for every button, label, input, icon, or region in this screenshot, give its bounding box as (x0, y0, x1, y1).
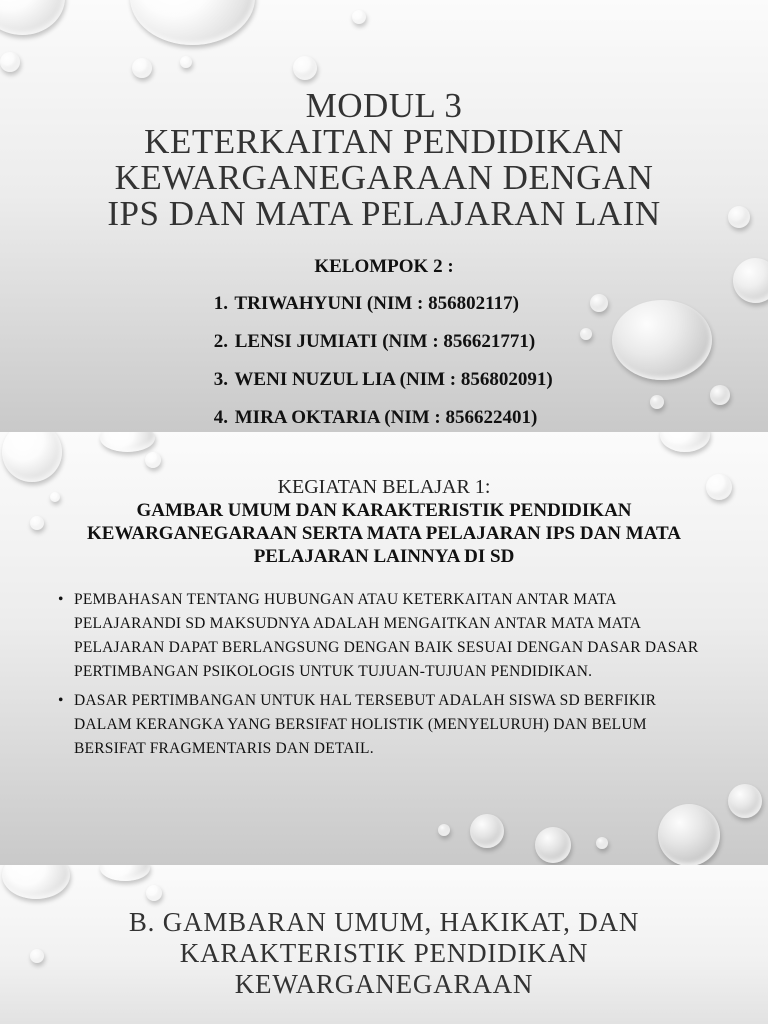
list-item: • DASAR PERTIMBANGAN UNTUK HAL TERSEBUT ADALAH SISWA SD BERFIKIR DALAM KERANGKA YANG BERSIFAT HOLISTIK (MENYELURUH) DAN BELUM BERSIFAT FRAGMENTARIS DAN DETAIL. (58, 689, 708, 761)
water-drop-decoration (100, 432, 155, 452)
title-line: IPS DAN MATA PELAJARAN LAIN (107, 194, 661, 233)
title-line: B. GAMBARAN UMUM, HAKIKAT, DAN (128, 907, 640, 937)
slide-1-title (0, 88, 768, 232)
water-drop-decoration (470, 814, 504, 848)
water-drop-decoration (180, 56, 192, 68)
water-drop-decoration (293, 56, 317, 80)
slide-3-title (0, 907, 768, 1000)
water-drop-decoration (30, 516, 44, 530)
member-list (196, 292, 553, 432)
list-item (196, 406, 553, 432)
member-name: TRIWAHYUNI (NIM : 856802117) (234, 293, 519, 314)
title-line: KARAKTERISTIK PENDIDIKAN (179, 938, 589, 968)
water-drop-decoration (438, 824, 450, 836)
bullet-list (58, 588, 708, 766)
water-drop-decoration (580, 328, 592, 340)
member-name: WENI NUZUL LIA (NIM : 856802091) (234, 369, 553, 390)
water-drop-decoration (660, 432, 710, 452)
water-drop-decoration (590, 294, 608, 312)
title-line: MODUL 3 (305, 86, 463, 125)
water-drop-decoration (2, 865, 70, 899)
list-item: • PEMBAHASAN TENTANG HUBUNGAN ATAU KETERKAITAN ANTAR MATA PELAJARANDI SD MAKSUDNYA ADALAH MENGAITKAN ANTAR MATA MATA PELAJARAN DAPAT BERLANGSUNG DENGAN BAIK SESUAI DENGAN DASAR DASAR PERTIMBANGAN PSIKOLOGIS UNTUK TUJUAN-TUJUAN PENDIDIKAN. (58, 588, 708, 684)
member-name: LENSI JUMIATI (NIM : 856621771) (234, 331, 536, 352)
list-item (196, 368, 553, 406)
list-number: 4. (213, 407, 228, 428)
water-drop-decoration (0, 0, 65, 35)
water-drop-decoration (352, 10, 366, 24)
group-label: KELOMPOK 2 : (314, 256, 454, 277)
water-drop-decoration (132, 58, 152, 78)
water-drop-decoration (650, 395, 664, 409)
list-number: 3. (213, 369, 228, 390)
water-drop-decoration (0, 52, 20, 72)
water-drop-decoration (728, 784, 762, 818)
slide-2-subtitle: GAMBAR UMUM DAN KARAKTERISTIK PENDIDIKAN KEWARGANEGARAAN SERTA MATA PELAJARAN IPS DAN MATA PELAJARAN LAINNYA DI SD (87, 500, 681, 567)
list-item (196, 330, 553, 368)
list-number: 1. (213, 293, 228, 314)
water-drop-decoration (145, 452, 161, 468)
member-name: MIRA OKTARIA (NIM : 856622401) (234, 407, 538, 428)
title-line: KETERKAITAN PENDIDIKAN (144, 122, 624, 161)
water-drop-decoration (710, 385, 730, 405)
slide-2 (0, 432, 768, 865)
water-drop-decoration (130, 0, 255, 45)
title-line: KEWARGANEGARAAN (234, 969, 534, 999)
slide-3 (0, 865, 768, 1024)
water-drop-decoration (658, 804, 720, 865)
title-line: KEWARGANEGARAAN DENGAN (114, 158, 654, 197)
water-drop-decoration (2, 432, 62, 482)
water-drop-decoration (100, 865, 150, 881)
list-number: 2. (213, 331, 228, 352)
slide-2-title: KEGIATAN BELAJAR 1: (277, 476, 491, 498)
water-drop-decoration (612, 300, 712, 380)
water-drop-decoration (146, 885, 162, 901)
list-item (196, 292, 553, 330)
water-drop-decoration (535, 827, 571, 863)
slide-1 (0, 0, 768, 432)
water-drop-decoration (596, 837, 608, 849)
